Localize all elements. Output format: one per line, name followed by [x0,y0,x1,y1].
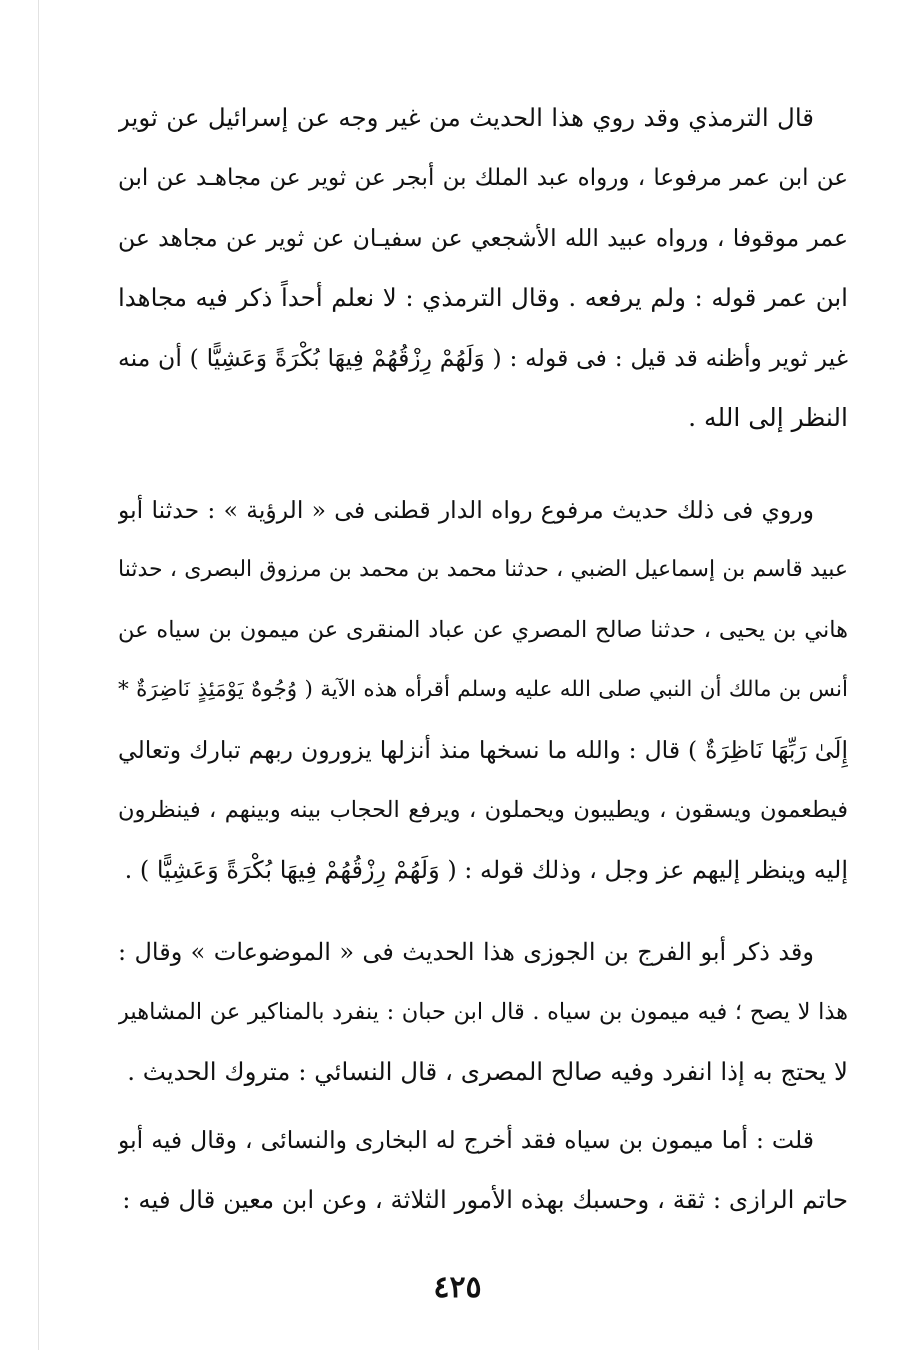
text-line: قلت : أما ميمون بن سياه فقد أخرج له البخارى والنسائى ، وقال فيه أبو [118,1126,814,1154]
text-line: وروي فى ذلك حديث مرفوع رواه الدار قطنى فى « الرؤية » : حدثنا أبو [118,496,814,524]
text-line: أنس بن مالك أن النبي صلى الله عليه وسلم أقرأه هذه الآية ( وُجُوهٌ يَوْمَئِذٍ نَاضِرَةٌ * [118,677,848,702]
text-line: لا يحتج به إذا انفرد وفيه صالح المصرى ، قال النسائي : متروك الحديث . [127,1057,848,1086]
text-line: هاني بن يحيى ، حدثنا صالح المصري عن عباد المنقرى عن ميمون بن سياه عن [118,617,848,643]
page-crease [38,0,39,1350]
paragraph-4 [118,1110,848,1230]
page-number: ٤٢٥ [433,1270,482,1305]
paragraph-2 [118,480,848,900]
paragraph-3 [118,922,848,1102]
paragraph-1 [118,88,848,448]
text-line: قال الترمذي وقد روي هذا الحديث من غير وجه عن إسرائيل عن ثوير [118,103,814,132]
text-line: إليه وينظر إليهم عز وجل ، وذلك قوله : ( وَلَهُمْ رِزْقُهُمْ فِيهَا بُكْرَةً وَعَشِيًّا ) . [124,856,848,884]
text-line: فيطعمون ويسقون ، ويطيبون ويحملون ، ويرفع الحجاب بينه وبينهم ، فينظرون [118,797,848,823]
text-line: حاتم الرازى : ثقة ، وحسبك بهذه الأمور الثلاثة ، وعن ابن معين قال فيه : [122,1185,848,1214]
text-line: إِلَىٰ رَبِّهَا نَاظِرَةٌ ) قال : والله ما نسخها منذ أنزلها يزورون ربهم تبارك وتعالي [118,736,848,764]
text-line: ابن عمر قوله : ولم يرفعه . وقال الترمذي : لا نعلم أحداً ذكر فيه مجاهدا [118,283,848,312]
text-line: النظر إلى الله . [688,403,848,432]
text-line: غير ثوير وأظنه قد قيل : فى قوله : ( وَلَهُمْ رِزْقُهُمْ فِيهَا بُكْرَةً وَعَشِيًّا ) أن منه [118,344,848,372]
text-line: وقد ذكر أبو الفرج بن الجوزى هذا الحديث فى « الموضوعات » وقال : [118,938,814,966]
text-line: عبيد قاسم بن إسماعيل الضبي ، حدثنا محمد بن محمد بن مرزوق البصرى ، حدثنا [118,557,848,582]
text-line: عن ابن عمر مرفوعا ، ورواه عبد الملك بن أبجر عن ثوير عن مجاهـد عن ابن [118,165,848,191]
text-line: هذا لا يصح ؛ فيه ميمون بن سياه . قال ابن حبان : ينفرد بالمناكير عن المشاهير [118,999,848,1025]
text-line: عمر موقوفا ، ورواه عبيد الله الأشجعي عن سفيـان عن ثوير عن مجاهد عن [118,224,848,252]
